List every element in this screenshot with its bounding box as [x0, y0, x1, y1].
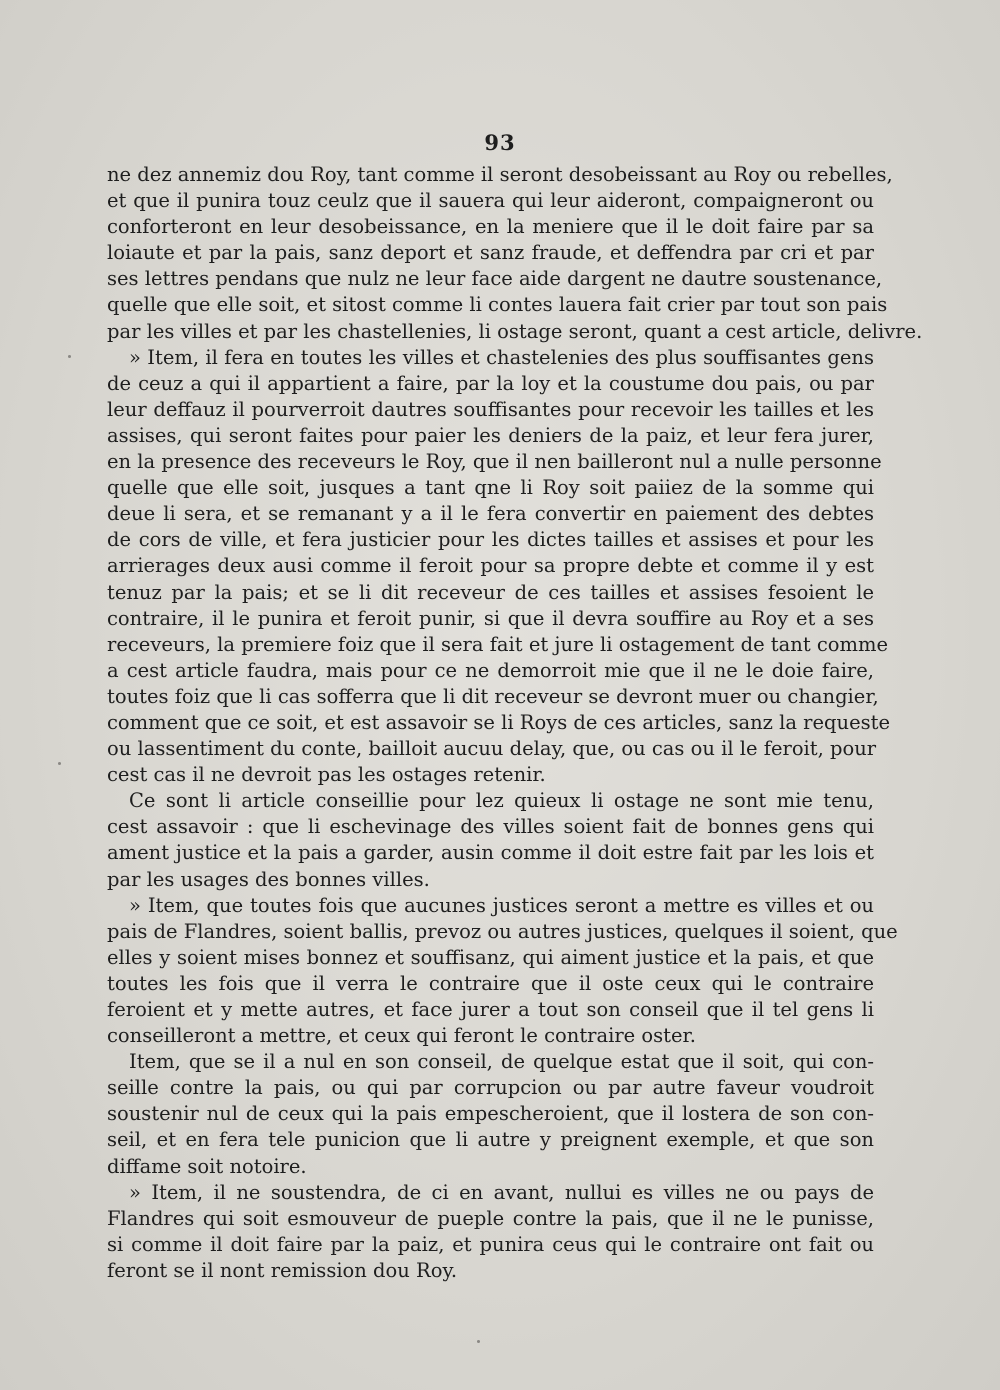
- text-line: quelle que elle soit, jusques a tant qne li Roy soit paiiez de la somme qui: [107, 476, 874, 500]
- text-line: de ceuz a qui il appartient a faire, par la loy et la coustume dou pais, ou par: [107, 371, 874, 395]
- text-line: diffame soit notoire.: [107, 1154, 307, 1178]
- text-line: par les usages des bonnes villes.: [107, 867, 430, 891]
- text-line: ament justice et la pais a garder, ausin comme il doit estre fait par les lois et: [107, 841, 874, 865]
- text-line: deue li sera, et se remanant y a il le fera convertir en paiement des debtes: [107, 502, 874, 526]
- text-line: conforteront en leur desobeissance, en la meniere que il le doit faire par sa: [107, 215, 874, 239]
- text-line: tenuz par la pais; et se li dit receveur de ces tailles et assises fesoient le: [107, 580, 874, 604]
- text-line: ses lettres pendans que nulz ne leur face aide dargent ne dautre soustenance,: [107, 267, 883, 291]
- text-line: contraire, il le punira et feroit punir, si que il devra souffire au Roy et a ses: [107, 606, 874, 630]
- text-line: comment que ce soit, et est assavoir se li Roys de ces articles, sanz la requeste: [107, 710, 890, 734]
- text-line: assises, qui seront faites pour paier les deniers de la paiz, et leur fera jurer,: [107, 423, 874, 447]
- text-line: conseilleront a mettre, et ceux qui feront le contraire oster.: [107, 1024, 696, 1048]
- text-line: feront se il nont remission dou Roy.: [107, 1258, 458, 1282]
- text-line: par les villes et par les chastellenies, li ostage seront, quant a cest article, delivre.: [107, 319, 923, 343]
- text-line: en la presence des receveurs le Roy, que il nen bailleront nul a nulle personne: [107, 450, 882, 474]
- text-line: a cest article faudra, mais pour ce ne demorroit mie que il ne le doie faire,: [107, 658, 874, 682]
- text-line: quelle que elle soit, et sitost comme li contes lauera fait crier par tout son pais: [107, 293, 888, 317]
- text-line: cest cas il ne devroit pas les ostages retenir.: [107, 763, 546, 787]
- text-line: Item, que se il a nul en son conseil, de quelque estat que il soit, qui con-: [129, 1050, 874, 1074]
- paper-speck: [68, 355, 71, 358]
- text-line: toutes les fois que il verra le contraire que il oste ceux qui le contraire: [107, 971, 874, 995]
- text-line: soustenir nul de ceux qui la pais empescheroient, que il lostera de son con-: [107, 1102, 874, 1126]
- text-line: cest assavoir : que li eschevinage des villes soient fait de bonnes gens qui: [107, 815, 874, 839]
- body-text: [107, 162, 923, 1284]
- paper-speck: [58, 762, 61, 765]
- text-line: receveurs, la premiere foiz que il sera fait et jure li ostagement de tant comme: [107, 632, 889, 656]
- text-line: toutes foiz que li cas sofferra que li dit receveur se devront muer ou changier,: [107, 684, 879, 708]
- text-line: arrierages deux ausi comme il feroit pour sa propre debte et comme il y est: [107, 554, 874, 578]
- text-line: ou lassentiment du conte, bailloit aucuu delay, que, ou cas ou il le feroit, pour: [107, 737, 877, 761]
- text-line: seil, et en fera tele punicion que li autre y preignent exemple, et que son: [107, 1128, 874, 1152]
- text-line: et que il punira touz ceulz que il sauera qui leur aideront, compaigneront ou: [107, 189, 874, 213]
- text-line: leur deffauz il pourverroit dautres souffisantes pour recevoir les tailles et les: [107, 397, 874, 421]
- page-number: 93: [484, 130, 516, 155]
- text-line: seille contre la pais, ou qui par corrupcion ou par autre faveur voudroit: [107, 1076, 874, 1100]
- text-line: Flandres qui soit esmouveur de pueple contre la pais, que il ne le punisse,: [107, 1206, 874, 1230]
- text-line: » Item, il ne soustendra, de ci en avant, nullui es villes ne ou pays de: [129, 1180, 874, 1204]
- text-line: feroient et y mette autres, et face jurer a tout son conseil que il tel gens li: [107, 998, 874, 1021]
- paper-speck: [477, 1340, 480, 1343]
- text-line: elles y soient mises bonnez et souffisanz, qui aiment justice et la pais, et que: [107, 945, 874, 969]
- text-line: » Item, il fera en toutes les villes et chastelenies des plus souffisantes gens: [129, 345, 874, 369]
- text-line: si comme il doit faire par la paiz, et punira ceus qui le contraire ont fait ou: [107, 1232, 874, 1256]
- text-line: pais de Flandres, soient ballis, prevoz ou autres justices, quelques il soient, que: [107, 919, 898, 943]
- text-line: de cors de ville, et fera justicier pour les dictes tailles et assises et pour les: [107, 528, 874, 552]
- text-line: Ce sont li article conseillie pour lez quieux li ostage ne sont mie tenu,: [129, 789, 874, 813]
- text-line: ne dez annemiz dou Roy, tant comme il seront desobeissant au Roy ou rebelles,: [107, 163, 893, 186]
- text-line: » Item, que toutes fois que aucunes justices seront a mettre es villes et ou: [129, 893, 874, 917]
- text-line: loiaute et par la pais, sanz deport et sanz fraude, et deffendra par cri et par: [107, 241, 874, 265]
